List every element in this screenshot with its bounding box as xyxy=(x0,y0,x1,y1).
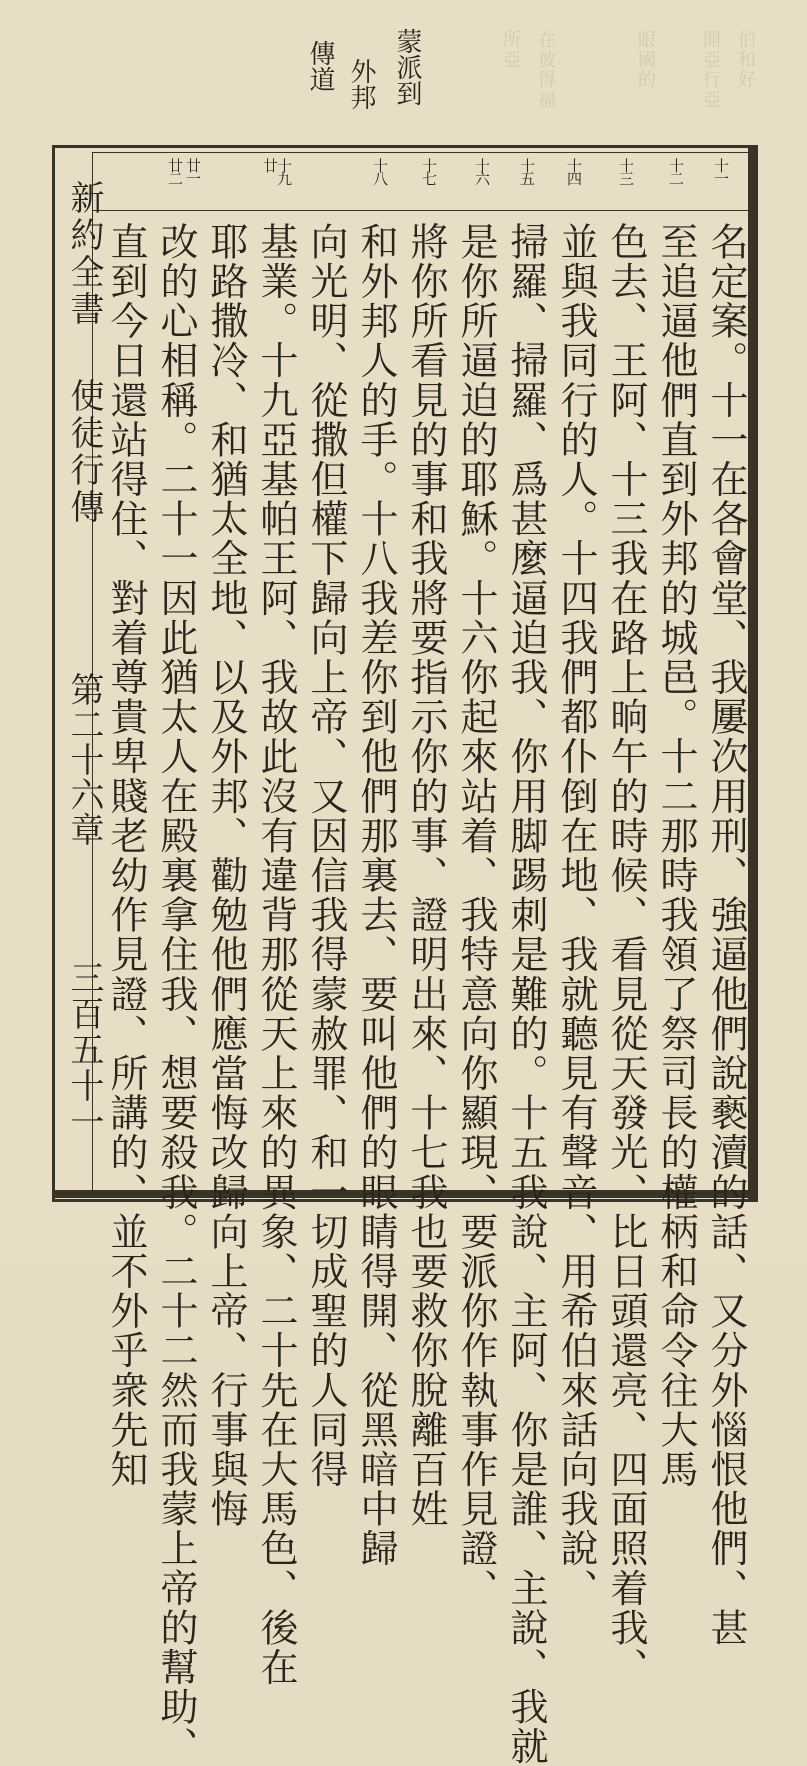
bleed-through-text: 所亞 xyxy=(500,30,521,70)
verse-number: 十一 xyxy=(712,158,730,184)
bleed-through-text: 開亞行亞 xyxy=(700,30,721,110)
verse-number: 十六 xyxy=(473,158,491,184)
bleed-through-text: 在彼得福 xyxy=(535,30,556,110)
text-column-5: 掃羅、掃羅、爲甚麼逼迫我、你用脚踢刺是難的。十五我說、主阿、你是誰、主說、我就 xyxy=(504,222,548,1766)
verse-number: 廿一 xyxy=(184,158,202,184)
margin-heading-col2: 外邦 xyxy=(346,58,376,110)
verse-number: 廿 xyxy=(261,158,279,171)
chapter-label: 第二十六章 xyxy=(64,672,104,847)
text-column-2: 至追逼他們直到外邦的城邑。十二那時我領了祭司長的權柄和命令往大馬 xyxy=(654,222,698,1490)
verse-number: 十三 xyxy=(617,158,635,184)
text-column-6: 是你所逼迫的耶穌。十六你起來站着、我特意向你顯現、要派你作執事作見證、 xyxy=(454,222,498,1608)
text-column-8: 和外邦人的手。十八我差你到他們那裏去、要叫他們的眼睛得開、從黑暗中歸 xyxy=(354,222,398,1569)
text-column-9: 向光明、從撒但權下歸向上帝、又因信我得蒙赦罪、和一切成聖的人同得 xyxy=(304,222,348,1490)
book-collection-title: 新約全書 xyxy=(64,180,104,328)
verse-number-rule xyxy=(92,210,748,211)
verse-number: 十二 xyxy=(667,158,685,184)
verse-number: 十八 xyxy=(371,158,389,184)
bleed-through-text: 眼國的 xyxy=(635,30,656,90)
text-column-7: 將你所看見的事和我將要指示你的事、證明出來、十七我也要救你脫離百姓 xyxy=(404,222,448,1529)
text-column-11: 耶路撒冷、和猶太全地、以及外邦、勸勉他們應當悔改歸向上帝、行事與悔 xyxy=(204,222,248,1529)
text-column-10: 基業。十九亞基帕王阿、我故此沒有違背那從天上來的異象、二十先在大馬色、後在 xyxy=(254,222,298,1688)
margin-heading-col1: 蒙派到 xyxy=(392,28,422,106)
verse-number: 十九 xyxy=(275,158,293,184)
verse-number: 廿二 xyxy=(166,158,184,184)
margin-heading-col3: 傳道 xyxy=(305,40,335,92)
verse-number: 十四 xyxy=(565,158,583,184)
text-column-12: 改的心相稱。二十一因此猶太人在殿裏拿住我、想要殺我。二十二然而我蒙上帝的幫助、 xyxy=(154,222,198,1766)
text-column-1: 名定案。十一在各會堂、我屢次用刑、強逼他們說褻瀆的話、又分外惱恨他們、甚 xyxy=(704,222,748,1648)
text-column-3: 色去、王阿、十三我在路上晌午的時候、看見從天發光、比日頭還亮、四面照着我、 xyxy=(604,222,648,1688)
verse-number: 十七 xyxy=(420,158,438,184)
book-name: 使徒行傳 xyxy=(64,378,104,526)
page-number: 三百五十一 xyxy=(64,960,104,1140)
bleed-through-text: 伯和好 xyxy=(735,30,756,90)
text-column-4: 並與我同行的人。十四我們都仆倒在地、我就聽見有聲音、用希伯來話向我說、 xyxy=(554,222,598,1608)
text-column-13: 直到今日還站得住、對着尊貴卑賤老幼作見證、所講的、並不外乎衆先知 xyxy=(104,222,148,1490)
verse-number: 十五 xyxy=(518,158,536,184)
